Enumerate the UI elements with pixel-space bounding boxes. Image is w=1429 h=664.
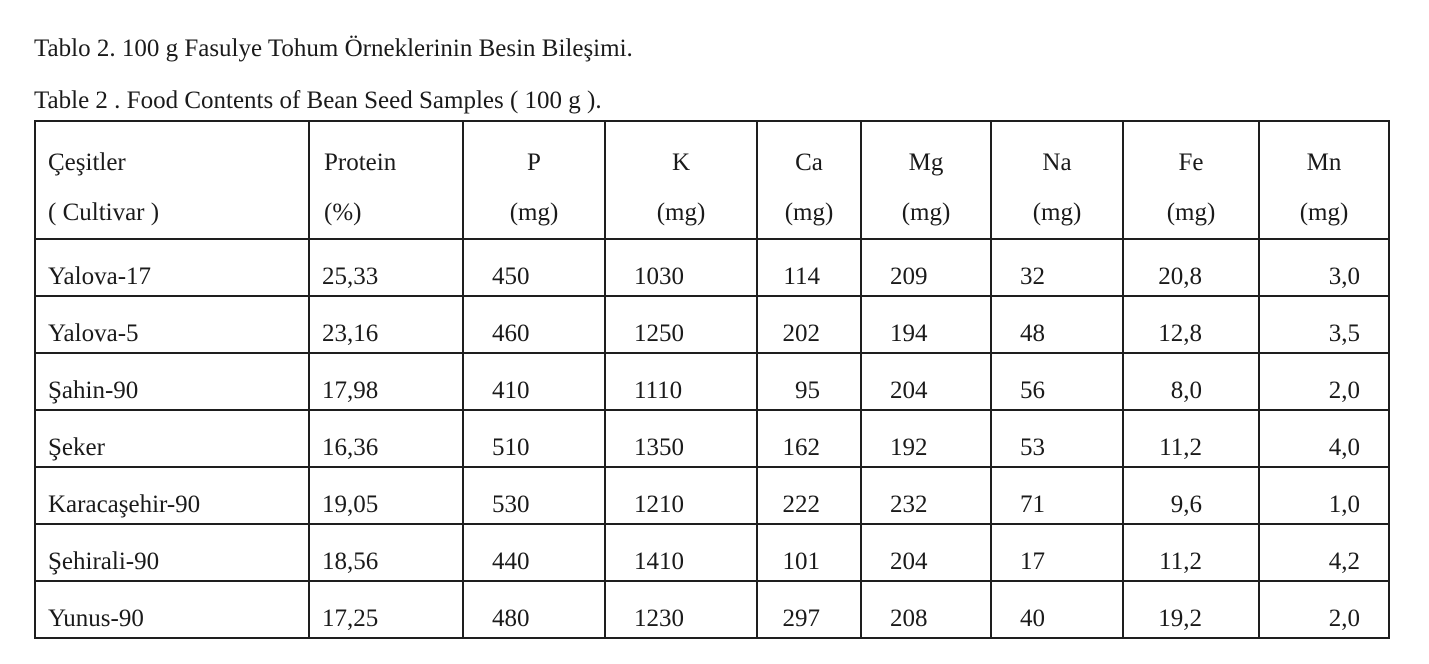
cell-mn: 3,0: [1259, 239, 1389, 296]
header-mg: [861, 121, 991, 239]
cell-protein: 23,16: [309, 296, 463, 353]
header-p: [463, 121, 605, 239]
cell-p: 480: [463, 581, 605, 638]
cell-fe: 11,2: [1123, 410, 1259, 467]
cell-protein: 16,36: [309, 410, 463, 467]
cell-fe: 12,8: [1123, 296, 1259, 353]
header-line2: (mg): [784, 199, 834, 226]
cell-mg: 204: [861, 353, 991, 410]
table-header-row: [35, 121, 1389, 239]
cell-k: 1250: [605, 296, 757, 353]
cell-mg: 208: [861, 581, 991, 638]
cell-k: 1410: [605, 524, 757, 581]
cell-cultivar: Karacaşehir-90: [35, 467, 309, 524]
table-row: [35, 239, 1389, 296]
cell-mg: 232: [861, 467, 991, 524]
cell-p: 460: [463, 296, 605, 353]
cell-ca: 202: [757, 296, 861, 353]
header-line1: Mn: [1306, 149, 1342, 176]
header-mn: [1259, 121, 1389, 239]
header-line1: Çeşitler: [48, 149, 126, 176]
cell-cultivar: Yalova-5: [35, 296, 309, 353]
table-row: [35, 296, 1389, 353]
cell-cultivar: Şehirali-90: [35, 524, 309, 581]
cell-cultivar: Yalova-17: [35, 239, 309, 296]
cell-fe: 8,0: [1123, 353, 1259, 410]
header-line1: P: [527, 149, 541, 176]
cell-k: 1030: [605, 239, 757, 296]
header-k: [605, 121, 757, 239]
cell-na: 53: [991, 410, 1123, 467]
cell-k: 1230: [605, 581, 757, 638]
header-line1: Protein: [324, 149, 397, 176]
cell-mn: 1,0: [1259, 467, 1389, 524]
cell-na: 40: [991, 581, 1123, 638]
cell-mg: 192: [861, 410, 991, 467]
header-line2: (mg): [901, 199, 951, 226]
header-line2: ( Cultivar ): [48, 199, 160, 226]
cell-mn: 3,5: [1259, 296, 1389, 353]
header-line2: (mg): [1299, 199, 1349, 226]
header-ca: [757, 121, 861, 239]
cell-fe: 20,8: [1123, 239, 1259, 296]
cell-protein: 18,56: [309, 524, 463, 581]
table-row: [35, 410, 1389, 467]
cell-protein: 17,25: [309, 581, 463, 638]
cell-cultivar: Yunus-90: [35, 581, 309, 638]
cell-p: 450: [463, 239, 605, 296]
cell-na: 32: [991, 239, 1123, 296]
header-fe: [1123, 121, 1259, 239]
cell-na: 71: [991, 467, 1123, 524]
cell-cultivar: Şeker: [35, 410, 309, 467]
cell-k: 1350: [605, 410, 757, 467]
header-line1: Mg: [908, 149, 944, 176]
header-line1: K: [671, 149, 691, 176]
cell-p: 410: [463, 353, 605, 410]
cell-k: 1110: [605, 353, 757, 410]
header-line1: Na: [1042, 149, 1072, 176]
cell-fe: 9,6: [1123, 467, 1259, 524]
cell-p: 530: [463, 467, 605, 524]
cell-protein: 17,98: [309, 353, 463, 410]
cell-protein: 25,33: [309, 239, 463, 296]
table-caption-turkish: Tablo 2. 100 g Fasulye Tohum Örneklerinin Besin Bileşimi.: [34, 35, 633, 62]
table-row: [35, 581, 1389, 638]
cell-ca: 162: [757, 410, 861, 467]
cell-na: 56: [991, 353, 1123, 410]
cell-na: 48: [991, 296, 1123, 353]
cell-cultivar: Şahin-90: [35, 353, 309, 410]
cell-ca: 222: [757, 467, 861, 524]
header-cultivar: [35, 121, 309, 239]
header-line2: (mg): [656, 199, 706, 226]
cell-ca: 114: [757, 239, 861, 296]
header-line2: (mg): [509, 199, 559, 226]
cell-fe: 19,2: [1123, 581, 1259, 638]
cell-mn: 4,2: [1259, 524, 1389, 581]
cell-mn: 4,0: [1259, 410, 1389, 467]
cell-mn: 2,0: [1259, 353, 1389, 410]
cell-na: 17: [991, 524, 1123, 581]
cell-mn: 2,0: [1259, 581, 1389, 638]
header-line2: (%): [324, 199, 362, 226]
cell-ca: 95: [757, 353, 861, 410]
table-row: [35, 524, 1389, 581]
header-line1: Fe: [1178, 149, 1204, 176]
table-row: [35, 467, 1389, 524]
header-line2: (mg): [1032, 199, 1082, 226]
cell-mg: 194: [861, 296, 991, 353]
cell-mg: 209: [861, 239, 991, 296]
cell-ca: 297: [757, 581, 861, 638]
cell-protein: 19,05: [309, 467, 463, 524]
header-line1: Ca: [795, 149, 823, 176]
header-protein: [309, 121, 463, 239]
table-caption-english: Table 2 . Food Contents of Bean Seed Samples ( 100 g ).: [34, 87, 602, 114]
cell-ca: 101: [757, 524, 861, 581]
cell-p: 510: [463, 410, 605, 467]
header-na: [991, 121, 1123, 239]
header-line2: (mg): [1166, 199, 1216, 226]
cell-p: 440: [463, 524, 605, 581]
table-row: [35, 353, 1389, 410]
cell-fe: 11,2: [1123, 524, 1259, 581]
nutrient-table: [34, 120, 1390, 639]
cell-k: 1210: [605, 467, 757, 524]
cell-mg: 204: [861, 524, 991, 581]
